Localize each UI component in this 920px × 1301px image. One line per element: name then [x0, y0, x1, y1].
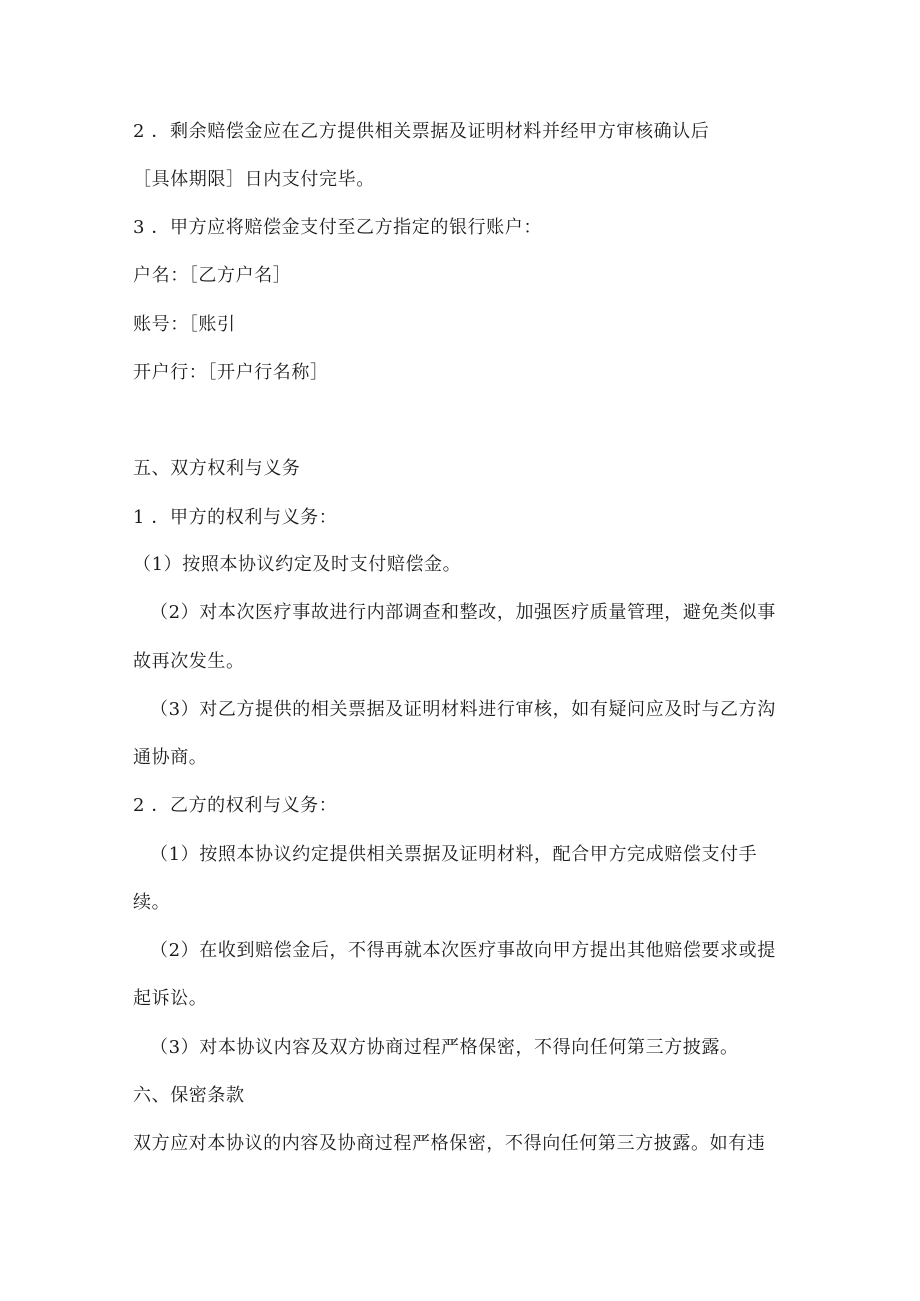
clause-4-2-line-2: ［具体期限］日内支付完毕。: [133, 169, 375, 190]
clause-5-1-item-3-line-1: （3）对乙方提供的相关票据及证明材料进行审核，如有疑问应及时与乙方沟: [150, 699, 776, 720]
account-name: 户名：［乙方户名］: [133, 265, 292, 286]
clause-5-2-item-1-line-2: 续。: [133, 892, 171, 913]
clause-5-1-item-1: （1）按照本协议约定及时支付赔偿金。: [133, 554, 462, 575]
clause-4-2-line-1: 2 ．剩余赔偿金应在乙方提供相关票据及证明材料并经甲方审核确认后: [133, 121, 710, 142]
section-6-body-line-1: 双方应对本协议的内容及协商过程严格保密，不得向任何第三方披露。如有违: [133, 1133, 766, 1154]
clause-5-2-item-2-line-2: 起诉讼。: [133, 988, 208, 1009]
section-6-heading: 六、保密条款: [133, 1085, 245, 1106]
clause-5-2-item-2-line-1: （2）在收到赔偿金后，不得再就本次医疗事故向甲方提出其他赔偿要求或提: [150, 940, 776, 961]
account-number: 账号：［账引: [133, 314, 236, 335]
clause-5-2: 2 ．乙方的权利与义务：: [133, 795, 338, 816]
clause-5-2-item-1-line-1: （1）按照本协议约定提供相关票据及证明材料，配合甲方完成赔偿支付手: [150, 844, 758, 865]
account-bank: 开户行：［开户行名称］: [133, 362, 329, 383]
section-5-heading: 五、双方权利与义务: [133, 458, 301, 479]
clause-5-1-item-2-line-1: （2）对本次医疗事故进行内部调查和整改，加强医疗质量管理，避免类似事: [150, 602, 776, 623]
clause-5-1: 1 ．甲方的权利与义务：: [133, 507, 338, 528]
clause-5-2-item-3: （3）对本协议内容及双方协商过程严格保密，不得向任何第三方披露。: [150, 1037, 739, 1058]
clause-4-3: 3 ．甲方应将赔偿金支付至乙方指定的银行账户：: [133, 217, 542, 238]
clause-5-1-item-3-line-2: 通协商。: [133, 747, 208, 768]
clause-5-1-item-2-line-2: 故再次发生。: [133, 651, 245, 672]
